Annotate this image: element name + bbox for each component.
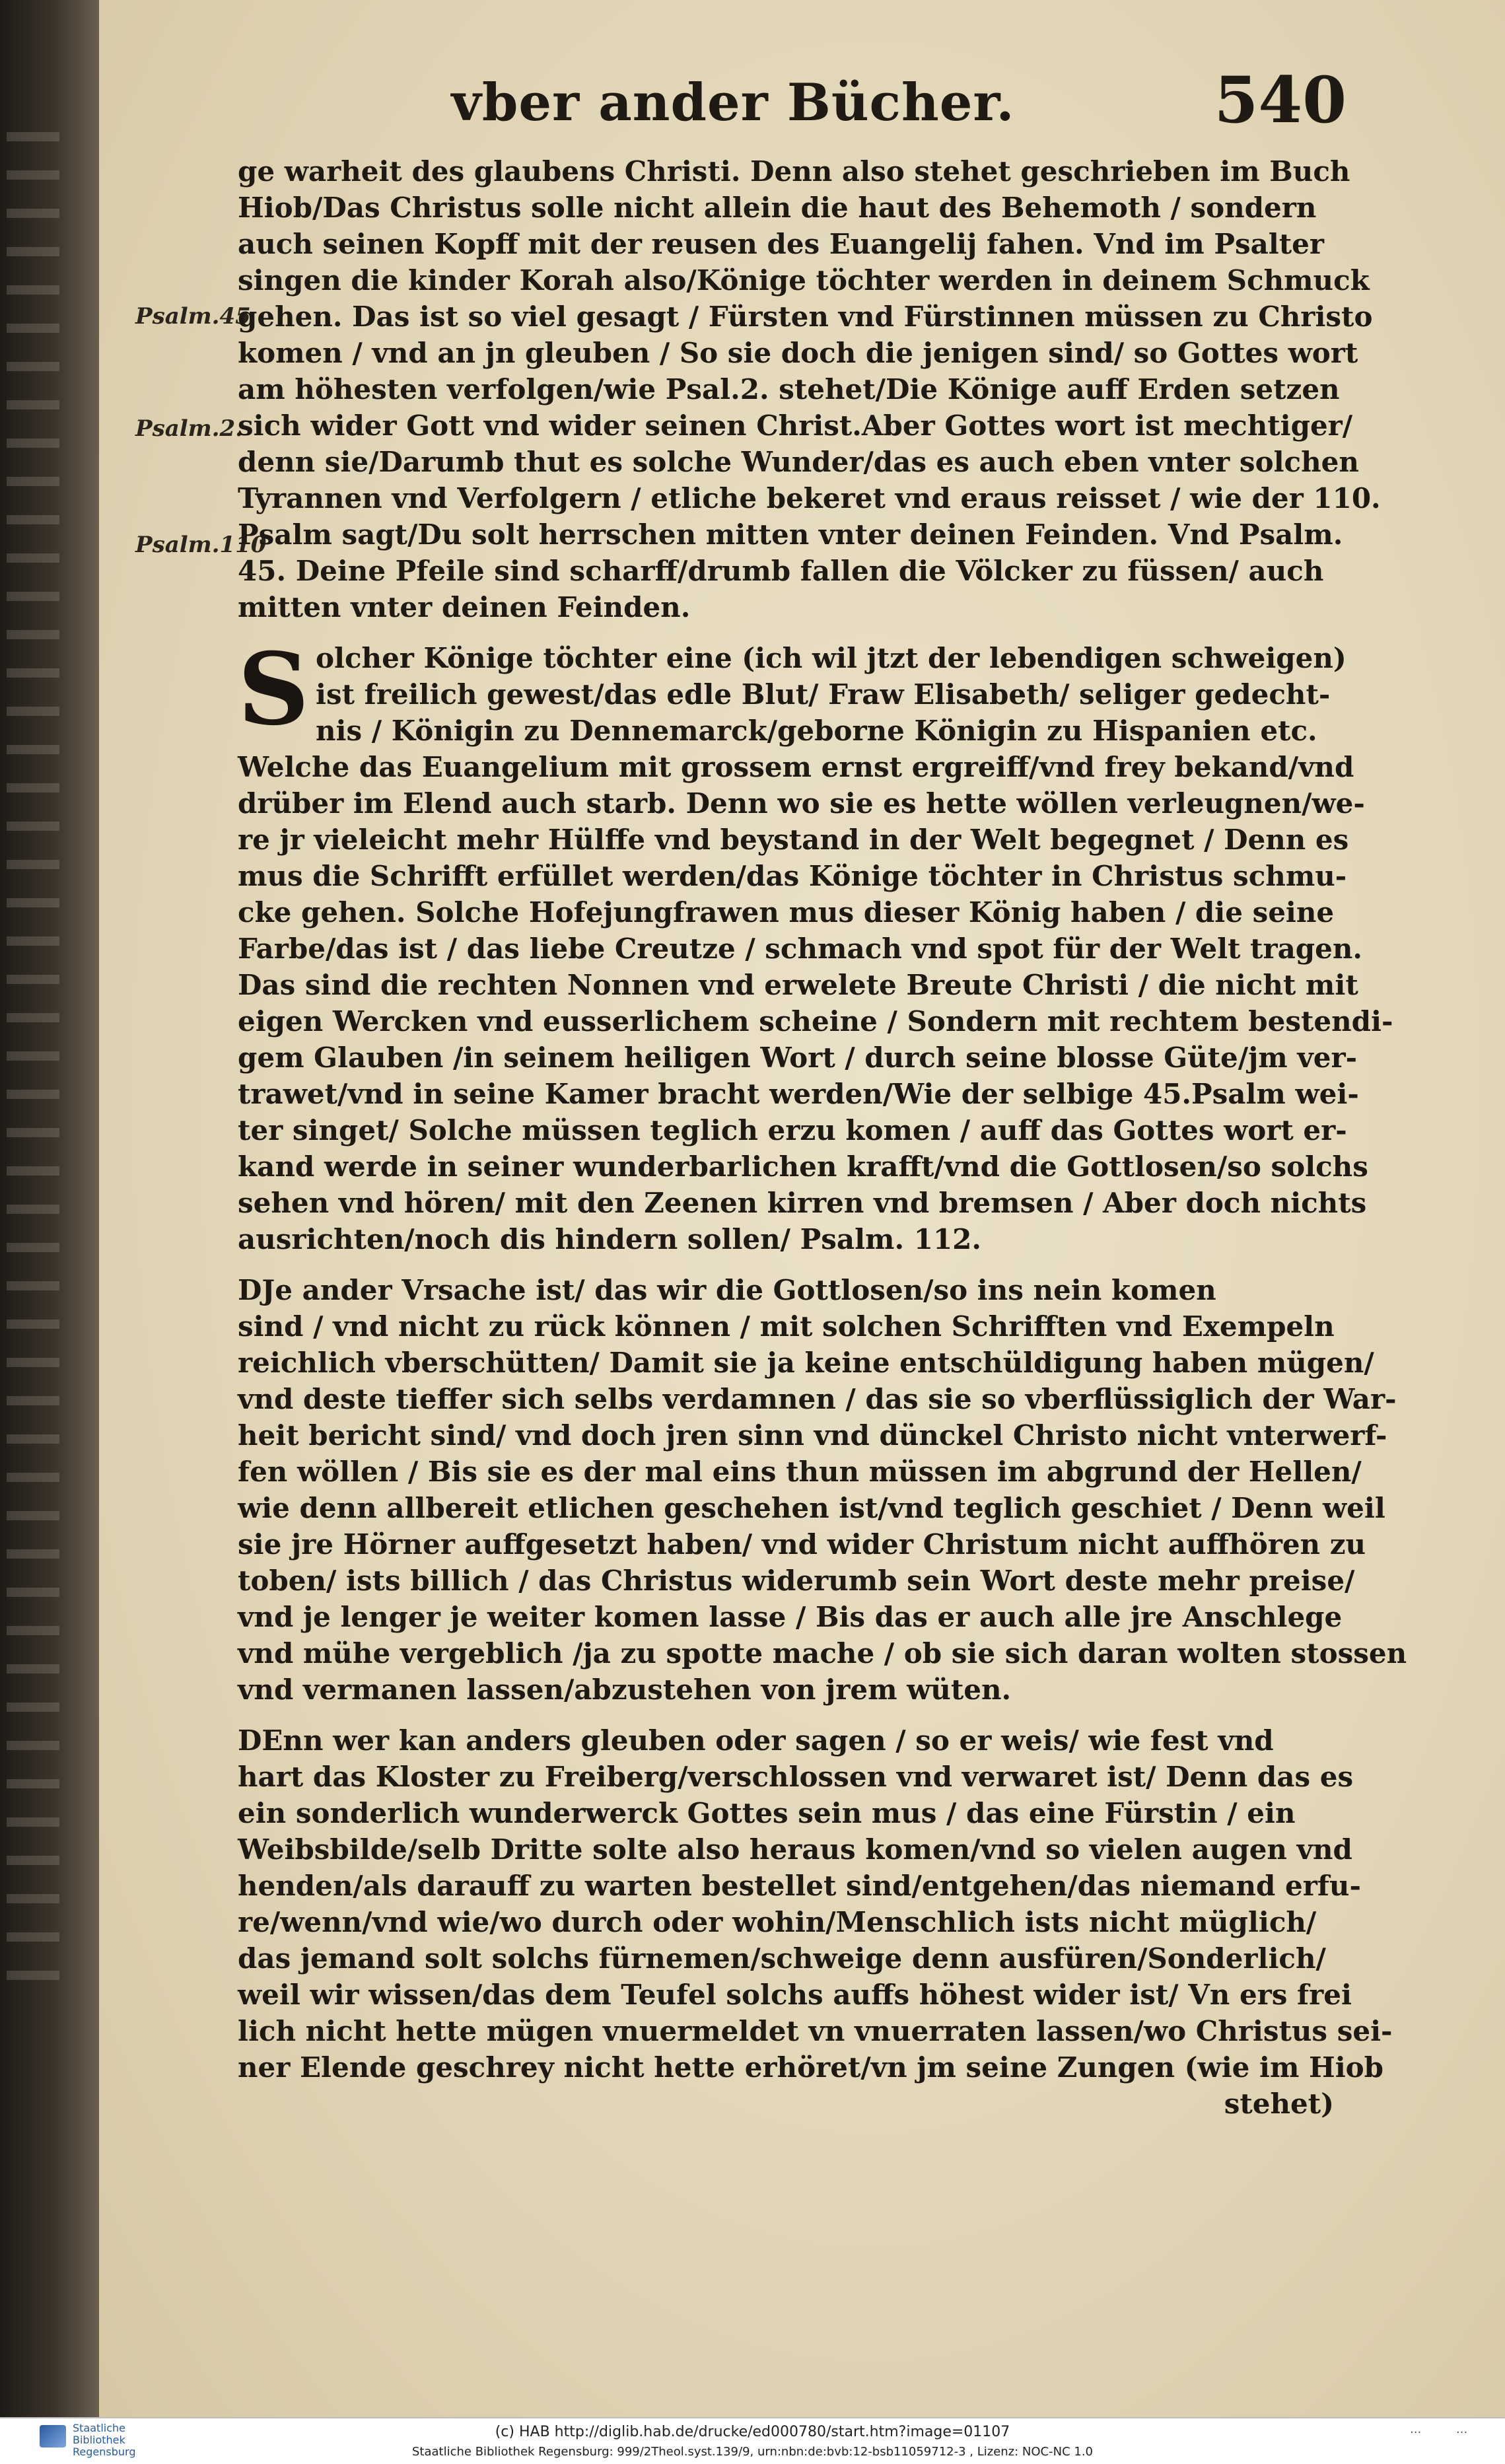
marginal-note: Psalm.2.: [135, 415, 243, 442]
license-line: Staatliche Bibliothek Regensburg: 999/2Theol.syst.139/9, urn:nbn:de:bvb:12-bsb11059712-3 , Lizenz: NOC-NC 1.0: [412, 2445, 1093, 2459]
paragraph: [238, 631, 1393, 1257]
text-line: sehen vnd hören/ mit den Zeenen kirren vnd bremsen / Aber doch nichts: [238, 1187, 1367, 1219]
text-line: sich wider Gott vnd wider seinen Christ.Aber Gottes wort ist mechtiger/: [238, 409, 1353, 442]
text-line: hart das Kloster zu Freiberg/verschlossen vnd verwaret ist/ Denn das es: [238, 1761, 1354, 1793]
text-line: vnd deste tieffer sich selbs verdamnen / das sie so vberflüssiglich der War-: [238, 1383, 1397, 1415]
folio-number: 540: [1214, 63, 1347, 137]
text-line: vnd je lenger je weiter komen lasse / Bis das er auch alle jre Anschlege: [238, 1601, 1343, 1633]
text-line: fen wöllen / Bis sie es der mal eins thun müssen im abgrund der Hellen/: [238, 1456, 1362, 1488]
text-line: weil wir wissen/das dem Teufel solchs auffs höhest wider ist/ Vn ers frei: [238, 1979, 1352, 2011]
text-line: heit bericht sind/ vnd doch jren sinn vnd dünckel Christo nicht vnterwerf-: [238, 1419, 1387, 1452]
text-line: henden/als darauff zu warten bestellet sind/entgehen/das niemand erfu-: [238, 1870, 1361, 1902]
text-line: nis / Königin zu Dennemarck/geborne Königin zu Hispanien etc.: [316, 715, 1317, 747]
text-block: [238, 153, 1407, 2122]
text-line: singen die kinder Korah also/Könige töchter werden in deinem Schmuck: [238, 264, 1370, 297]
text-line: ge warheit des glaubens Christi. Denn also stehet geschrieben im Buch: [238, 155, 1350, 188]
text-line: Weibsbilde/selb Dritte solte also heraus komen/vnd so vielen augen vnd: [238, 1833, 1352, 1866]
marginal-note: Psalm.110: [135, 532, 267, 558]
text-line: ein sonderlich wunderwerck Gottes sein mus / das eine Fürstin / ein: [238, 1797, 1296, 1829]
text-line: re jr vieleicht mehr Hülffe vnd beystand in der Welt begegnet / Denn es: [238, 824, 1349, 856]
paragraph: [238, 1272, 1407, 1708]
text-line: Psalm sagt/Du solt herrschen mitten vnter deinen Feinden. Vnd Psalm.: [238, 518, 1343, 551]
text-line: ausrichten/noch dis hindern sollen/ Psalm. 112.: [238, 1223, 982, 1255]
drop-cap-initial: S: [238, 631, 310, 748]
facing-page-edge: [7, 132, 59, 1981]
text-line: Farbe/das ist / das liebe Creutze / schmach vnd spot für der Welt tragen.: [238, 933, 1363, 965]
text-line: kand werde in seiner wunderbarlichen krafft/vnd die Gottlosen/so solchs: [238, 1150, 1368, 1183]
text-line: DEnn wer kan anders gleuben oder sagen / so er weis/ wie fest vnd: [238, 1724, 1274, 1757]
text-line: wie denn allbereit etlichen geschehen ist/vnd teglich geschiet / Denn weil: [238, 1492, 1385, 1524]
text-line: gem Glauben /in seinem heiligen Wort / durch seine blosse Güte/jm ver-: [238, 1041, 1358, 1074]
text-line: Hiob/Das Christus solle nicht allein die haut des Behemoth / sondern: [238, 192, 1317, 224]
text-line: mitten vnter deinen Feinden.: [238, 591, 691, 623]
text-line: Das sind die rechten Nonnen vnd erwelete Breute Christi / die nicht mit: [238, 969, 1358, 1001]
text-line: komen / vnd an jn gleuben / So sie doch die jenigen sind/ so Gottes wort: [238, 337, 1358, 369]
paragraph: [238, 153, 1381, 625]
text-line: Welche das Euangelium mit grossem ernst ergreiff/vnd frey bekand/vnd: [238, 751, 1354, 783]
copyright-line: (c) HAB http://diglib.hab.de/drucke/ed000780/start.htm?image=01107: [495, 2424, 1010, 2440]
text-line: re/wenn/vnd wie/wo durch oder wohin/Menschlich ists nicht müglich/: [238, 1906, 1317, 1938]
text-line: sie jre Hörner auffgesetzt haben/ vnd wider Christum nicht auffhören zu: [238, 1528, 1366, 1561]
text-line: ner Elende geschrey nicht hette erhöret/vn jm seine Zungen (wie im Hiob: [238, 2051, 1384, 2084]
book-binding: [0, 0, 99, 2430]
text-line: drüber im Elend auch starb. Denn wo sie es hette wöllen verleugnen/we-: [238, 787, 1365, 820]
more-menu-button[interactable]: ...: [1456, 2422, 1468, 2436]
more-menu-button[interactable]: ...: [1410, 2422, 1422, 2436]
catchword: stehet): [1224, 2088, 1334, 2120]
text-line: mus die Schrifft erfüllet werden/das Könige töchter in Christus schmu-: [238, 860, 1347, 892]
text-line: olcher Könige töchter eine (ich wil jtzt der lebendigen schweigen): [316, 642, 1347, 674]
book-page: [99, 0, 1505, 2417]
text-line: toben/ ists billich / das Christus widerumb sein Wort deste mehr preise/: [238, 1565, 1355, 1597]
paragraph: [238, 1722, 1393, 2122]
text-line: das jemand solt solchs fürnemen/schweige denn ausfüren/Sonderlich/: [238, 1942, 1326, 1975]
text-line: lich nicht hette mügen vnuermeldet vn vnuerraten lassen/wo Christus sei-: [238, 2015, 1393, 2047]
text-line: gehen. Das ist so viel gesagt / Fürsten vnd Fürstinnen müssen zu Christo: [238, 300, 1373, 333]
running-head: vber ander Bücher.: [451, 73, 1015, 133]
text-line: reichlich vberschütten/ Damit sie ja keine entschüldigung haben mügen/: [238, 1347, 1374, 1379]
text-line: eigen Wercken vnd eusserlichem scheine / Sondern mit rechtem bestendi-: [238, 1005, 1393, 1038]
text-line: am höhesten verfolgen/wie Psal.2. stehet/Die Könige auff Erden setzen: [238, 373, 1340, 405]
text-line: vnd mühe vergeblich /ja zu spotte mache / ob sie sich daran wolten stossen: [238, 1637, 1407, 1670]
text-line: Tyrannen vnd Verfolgern / etliche bekeret vnd eraus reisset / wie der 110.: [238, 482, 1381, 514]
text-line: auch seinen Kopff mit der reusen des Euangelij fahen. Vnd im Psalter: [238, 228, 1325, 260]
text-line: sind / vnd nicht zu rück können / mit solchen Schrifften vnd Exempeln: [238, 1310, 1335, 1343]
text-line: DJe ander Vrsache ist/ das wir die Gottlosen/so ins nein komen: [238, 1274, 1216, 1306]
library-logo-text: Staatliche Bibliothek Regensburg: [73, 2422, 136, 2458]
text-line: 45. Deine Pfeile sind scharff/drumb fallen die Völcker zu füssen/ auch: [238, 555, 1324, 587]
text-line: cke gehen. Solche Hofejungfrawen mus dieser König haben / die seine: [238, 896, 1335, 929]
text-line: denn sie/Darumb thut es solche Wunder/das es auch eben vnter solchen: [238, 446, 1359, 478]
marginal-note: Psalm.45: [135, 303, 251, 330]
text-line: vnd vermanen lassen/abzustehen von jrem wüten.: [238, 1673, 1012, 1706]
text-line: trawet/vnd in seine Kamer bracht werden/Wie der selbige 45.Psalm wei-: [238, 1078, 1359, 1110]
text-line: ter singet/ Solche müssen teglich erzu komen / auff das Gottes wort er-: [238, 1114, 1347, 1146]
text-line: ist freilich gewest/das edle Blut/ Fraw Elisabeth/ seliger gedecht-: [316, 678, 1331, 711]
